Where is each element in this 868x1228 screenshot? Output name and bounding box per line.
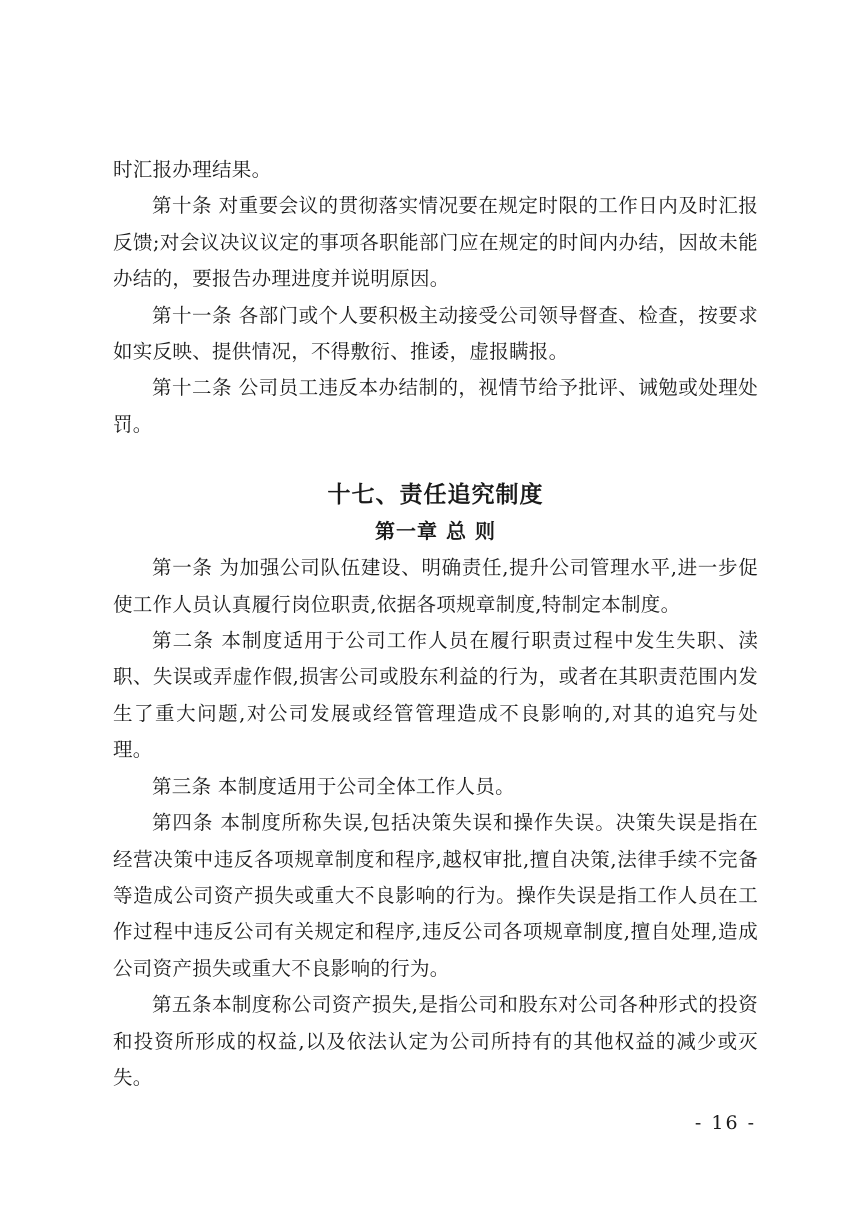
paragraph-article-3: 第三条 本制度适用于公司全体工作人员。 — [152, 774, 515, 798]
paragraph-article-1: 第一条 为加强公司队伍建设、明确责任,提升公司管理水平,进一步促使工作人员认真履行岗位职责,依据各项规章制度,特制定本制度。 — [113, 556, 758, 616]
paragraph-article-12: 第十二条 公司员工违反本办结制的，视情节给予批评、诫勉或处理处罚。 — [113, 376, 758, 436]
paragraph-article-10: 第十条 对重要会议的贯彻落实情况要在规定时限的工作日内及时汇报反馈;对会议决议议定的事项各职能部门应在规定的时间内办结，因故未能办结的，要报告办理进度并说明原因。 — [113, 194, 758, 291]
paragraph-article-2: 第二条 本制度适用于公司工作人员在履行职责过程中发生失职、渎职、失误或弄虚作假,损害公司或股东利益的行为，或者在其职责范围内发生了重大问题,对公司发展或经管管理造成不良影响的,对其的追究与处理。 — [113, 629, 758, 762]
paragraph-article-4: 第四条 本制度所称失误,包括决策失误和操作失误。决策失误是指在经营决策中违反各项规章制度和程序,越权审批,擅自决策,法律手续不完备等造成公司资产损失或重大不良影响的行为。操作失误是指工作人员在工作过程中违反公司有关规定和程序,违反公司各项规章制度,擅自处理,造成公司资产损失或重大不良影响的行为。 — [113, 811, 758, 980]
document-body — [113, 152, 758, 1096]
paragraph-continuation: 时汇报办理结果。 — [113, 158, 272, 181]
section-title: 十七、责任追究制度 — [327, 481, 544, 509]
page-number: - 16 - — [694, 1112, 756, 1134]
chapter-title: 第一章 总 则 — [375, 519, 496, 544]
paragraph-article-11: 第十一条 各部门或个人要积极主动接受公司领导督查、检查，按要求如实反映、提供情况，不得敷衍、推诿，虚报瞒报。 — [113, 303, 758, 364]
paragraph-article-5: 第五条本制度称公司资产损失,是指公司和股东对公司各种形式的投资和投资所形成的权益,以及依法认定为公司所持有的其他权益的减少或灭失。 — [113, 993, 758, 1089]
